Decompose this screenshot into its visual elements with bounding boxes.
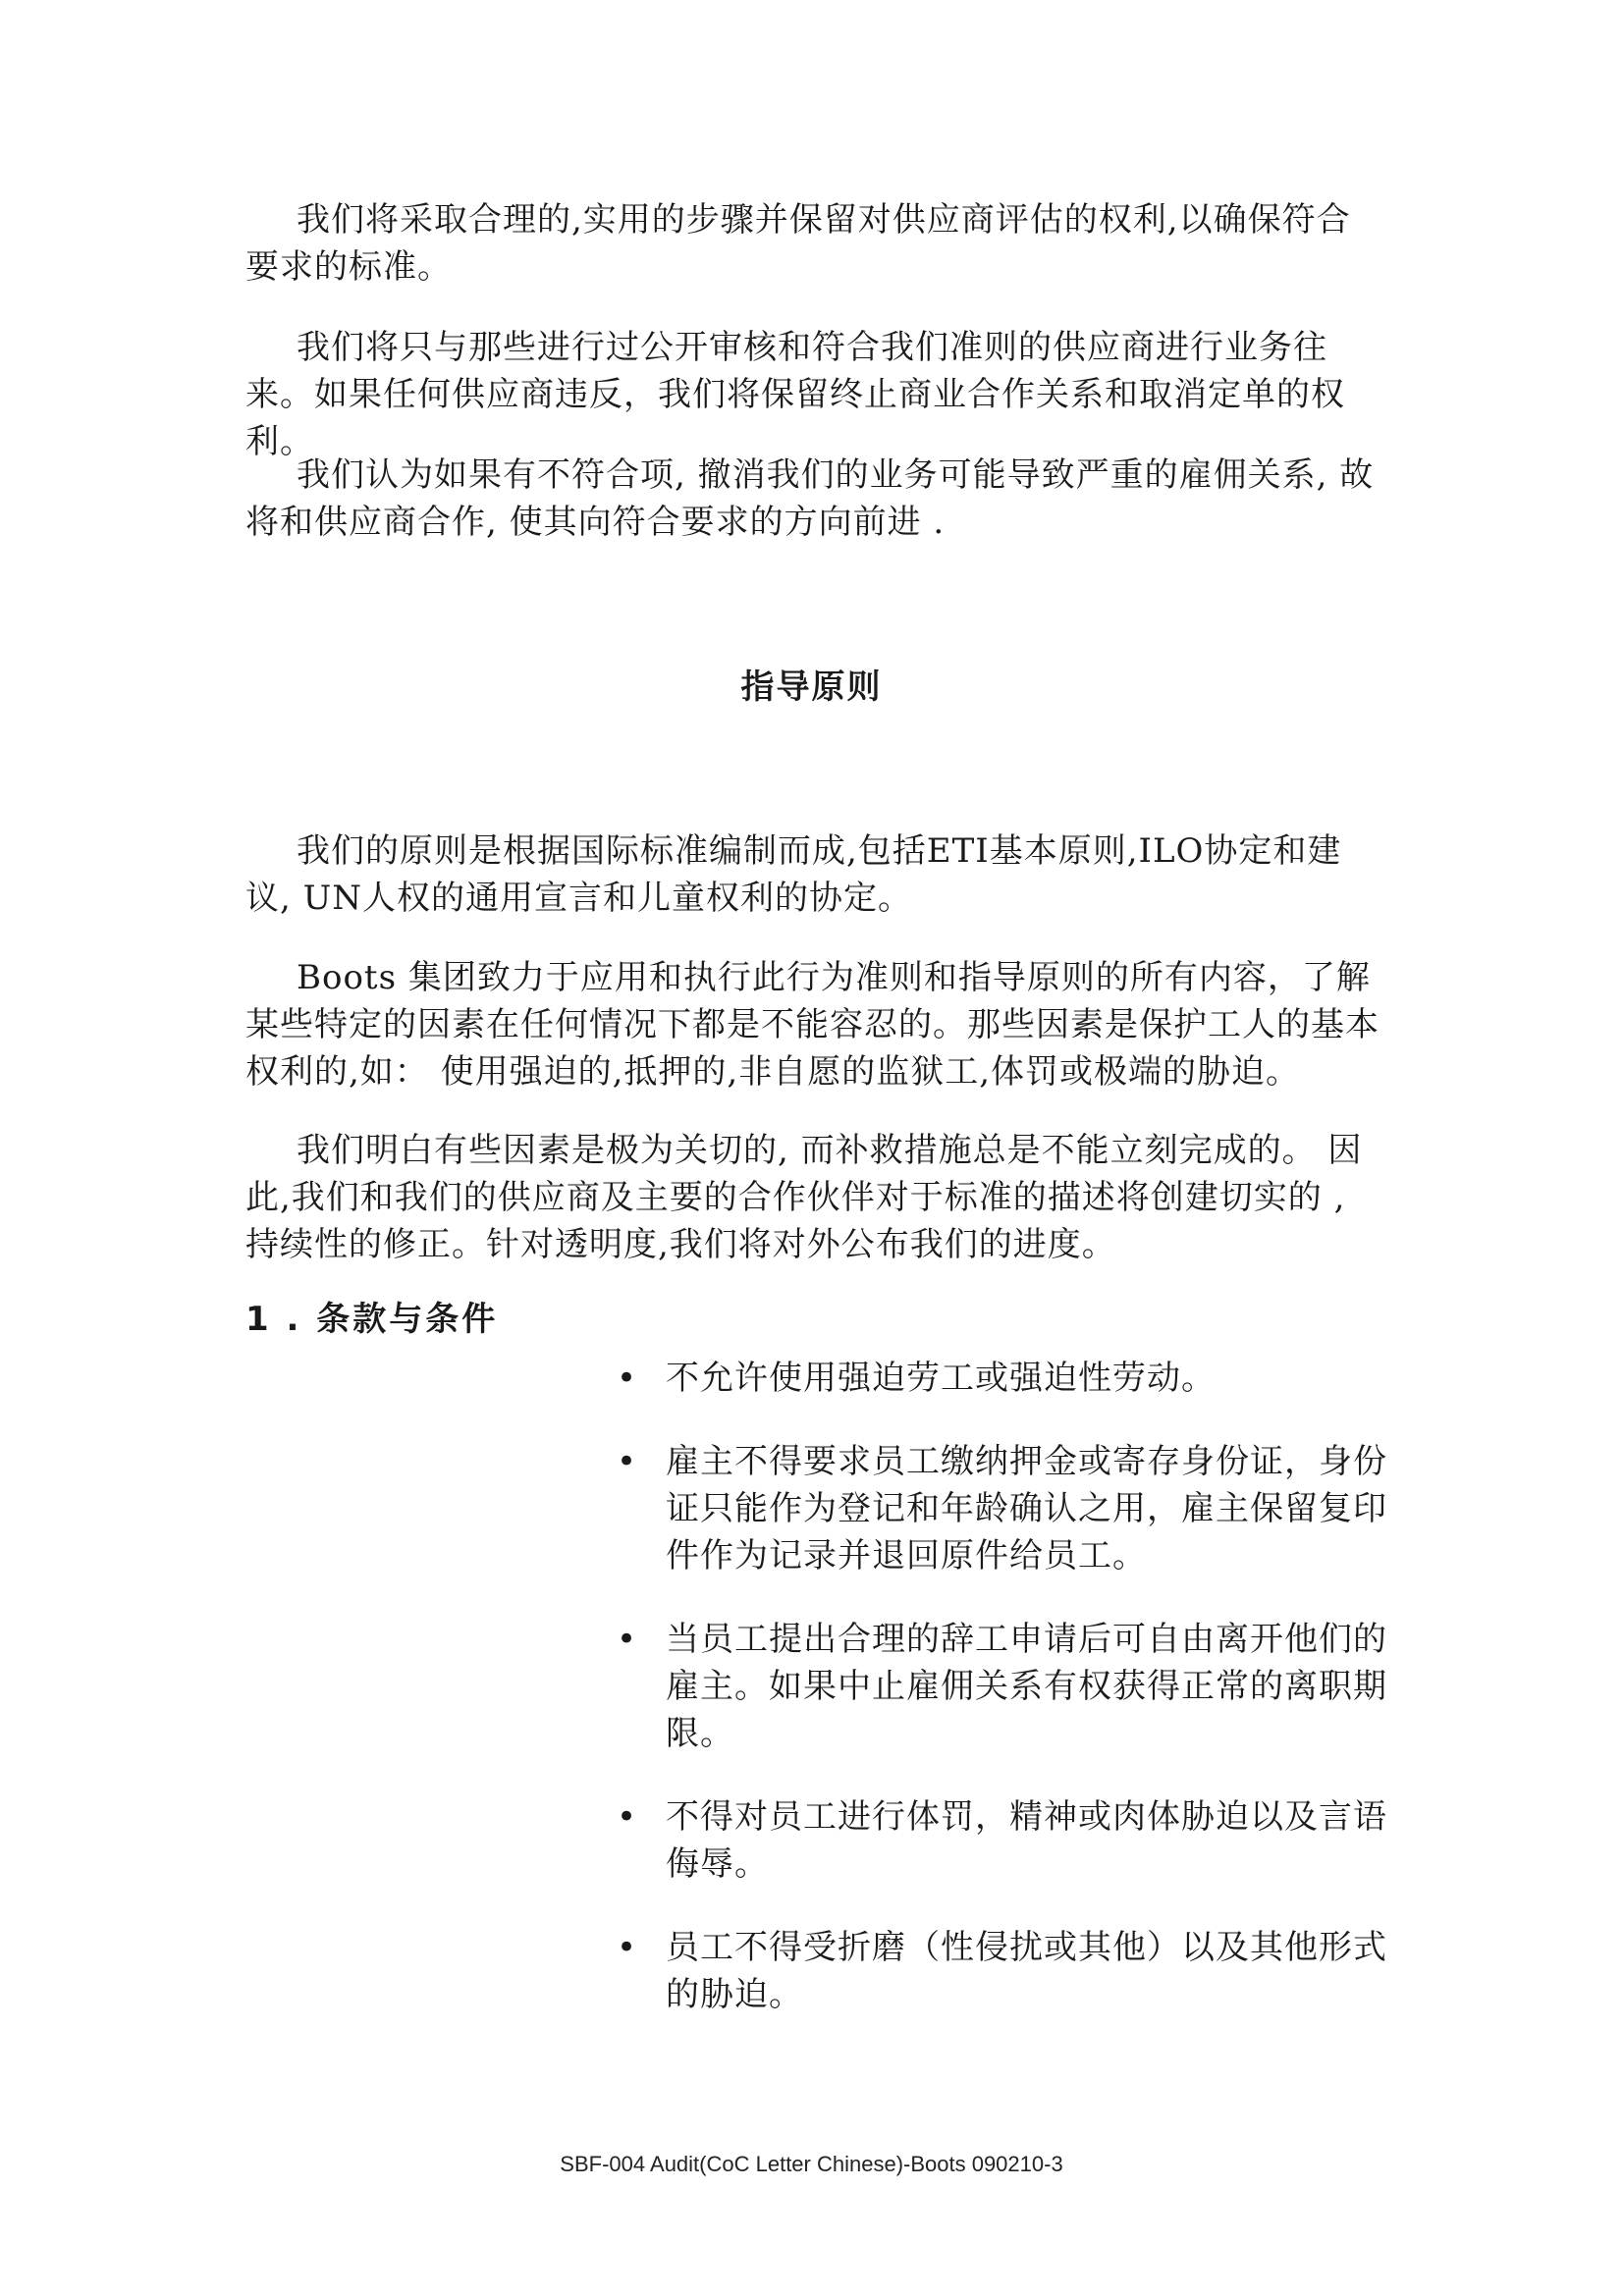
list-item [609, 1793, 1394, 1888]
list-item [609, 1616, 1394, 1757]
heading-guiding-principles: 指导原则 [740, 667, 883, 707]
list-item-text: 员工不得受折磨（性侵扰或其他）以及其他形式的胁迫。 [666, 1928, 1387, 2014]
paragraph-non-compliance: 我们认为如果有不符合项, 撤消我们的业务可能导致严重的雇佣关系, 故将和供应商合作, 使其向符合要求的方向前进 . [245, 455, 1375, 542]
list-item-text: 不允许使用强迫劳工或强迫性劳动。 [666, 1359, 1216, 1398]
paragraph-audited-suppliers: 我们将只与那些进行过公开审核和符合我们准则的供应商进行业务往来。如果任何供应商违反，我们将保留终止商业合作关系和取消定单的权利。 [245, 328, 1345, 461]
paragraph-remediation: 我们明白有些因素是极为关切的, 而补救措施总是不能立刻完成的。 因此,我们和我们的供应商及主要的合作伙伴对于标准的描述将创建切实的 , 持续性的修正。针对透明度,我们将对外公布我们的进度。 [245, 1131, 1363, 1264]
list-item [609, 1438, 1394, 1579]
bullet-list [609, 1355, 1394, 2055]
bullet-icon: • [617, 1797, 638, 1837]
list-item [609, 1355, 1394, 1402]
paragraph-supplier-assessment: 我们将采取合理的,实用的步骤并保留对供应商评估的权利,以确保符合要求的标准。 [245, 200, 1351, 287]
paragraph-international-standards: 我们的原则是根据国际标准编制而成,包括ETI基本原则,ILO协定和建议, UN人权的通用宣言和儿童权利的协定。 [245, 831, 1342, 918]
bullet-icon: • [617, 1359, 638, 1398]
list-item-text: 雇主不得要求员工缴纳押金或寄存身份证，身份证只能作为登记和年龄确认之用，雇主保留复印件作为记录并退回原件给员工。 [666, 1442, 1387, 1575]
list-item-text: 当员工提出合理的辞工申请后可自由离开他们的雇主。如果中止雇佣关系有权获得正常的离职期限。 [666, 1620, 1387, 1753]
bullet-icon: • [617, 1928, 638, 1967]
bullet-icon: • [617, 1620, 638, 1659]
page-footer: SBF-004 Audit(CoC Letter Chinese)-Boots 090210-3 [560, 2152, 1063, 2176]
paragraph-boots-commitment: Boots 集团致力于应用和执行此行为准则和指导原则的所有内容，了解某些特定的因素在任何情况下都是不能容忍的。那些因素是保护工人的基本权利的,如： 使用强迫的,抵押的,非自愿的监狱工,体罚或极端的胁迫。 [245, 958, 1380, 1092]
bullet-icon: • [617, 1442, 638, 1481]
list-item-text: 不得对员工进行体罚，精神或肉体胁迫以及言语侮辱。 [666, 1797, 1387, 1884]
list-item [609, 1924, 1394, 2018]
section-title-terms-conditions: 1 . 条款与条件 [245, 1300, 499, 1339]
